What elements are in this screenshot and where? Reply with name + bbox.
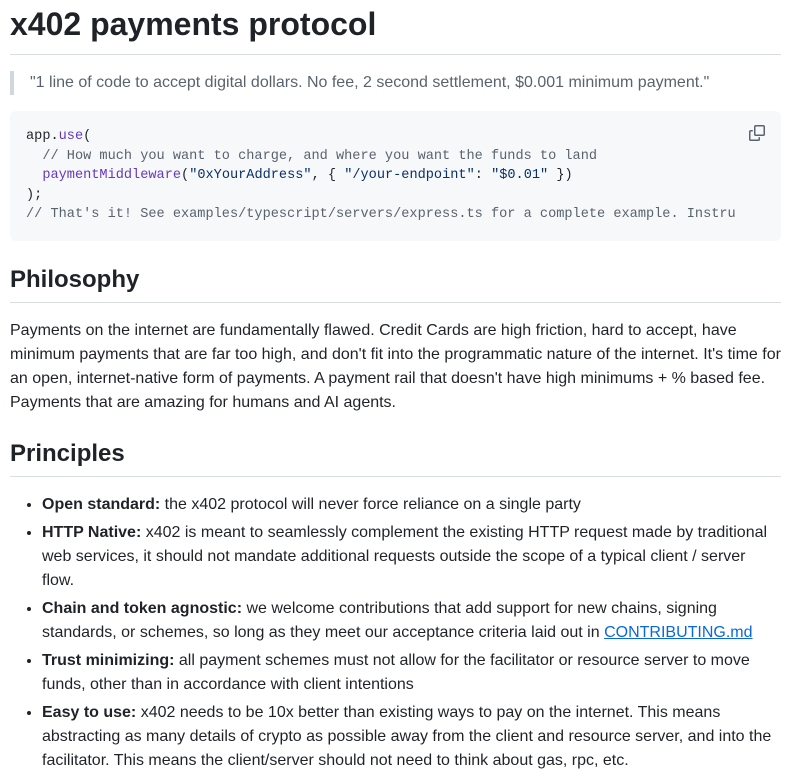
contributing-link[interactable]: CONTRIBUTING.md: [604, 623, 753, 641]
list-item: • Chain and token agnostic: we welcome contributions that add support for new chains, signing standards, or schemes, so long as they meet our acceptance criteria laid out in CONTRIBUTING.md: [42, 597, 781, 645]
code-text: app.use( // How much you want to charge, and where you want the funds to land paymentMiddleware("0xYourAddress", { "/your-endpoint": "$0.01" }) ); // That's it! See examples/typescript/servers/express.ts for a complete example. Instru: [26, 129, 736, 222]
list-item: • Easy to use: x402 needs to be 10x better than existing ways to pay on the internet. This means abstracting as many details of crypto as possible away from the client and resource server, and into the facilitator. This means the client/server should not need to think about gas, rpc, etc.: [42, 701, 781, 773]
philosophy-heading: Philosophy: [10, 265, 781, 303]
tagline-quote: "1 line of code to accept digital dollars. No fee, 2 second settlement, $0.001 minimum payment.": [10, 71, 781, 95]
page-title: x402 payments protocol: [10, 4, 781, 55]
principles-list: [10, 493, 781, 773]
list-item: • HTTP Native: x402 is meant to seamlessly complement the existing HTTP request made by traditional web services, it should not mandate additional requests outside the scope of a typical client / server flow.: [42, 521, 781, 593]
list-item: • Open standard: the x402 protocol will never force reliance on a single party: [42, 493, 781, 517]
philosophy-text: Payments on the internet are fundamentally flawed. Credit Cards are high friction, hard to accept, have minimum payments that are far too high, and don't fit into the programmatic nature of the internet. It's time for an open, internet-native form of payments. A payment rail that doesn't have high minimums + % based fee. Payments that are amazing for humans and AI agents.: [10, 321, 781, 411]
principles-heading: Principles: [10, 439, 781, 477]
copy-icon[interactable]: [749, 125, 765, 141]
list-item: • Trust minimizing: all payment schemes must not allow for the facilitator or resource server to move funds, other than in accordance with client intentions: [42, 649, 781, 697]
code-block: [10, 111, 781, 241]
